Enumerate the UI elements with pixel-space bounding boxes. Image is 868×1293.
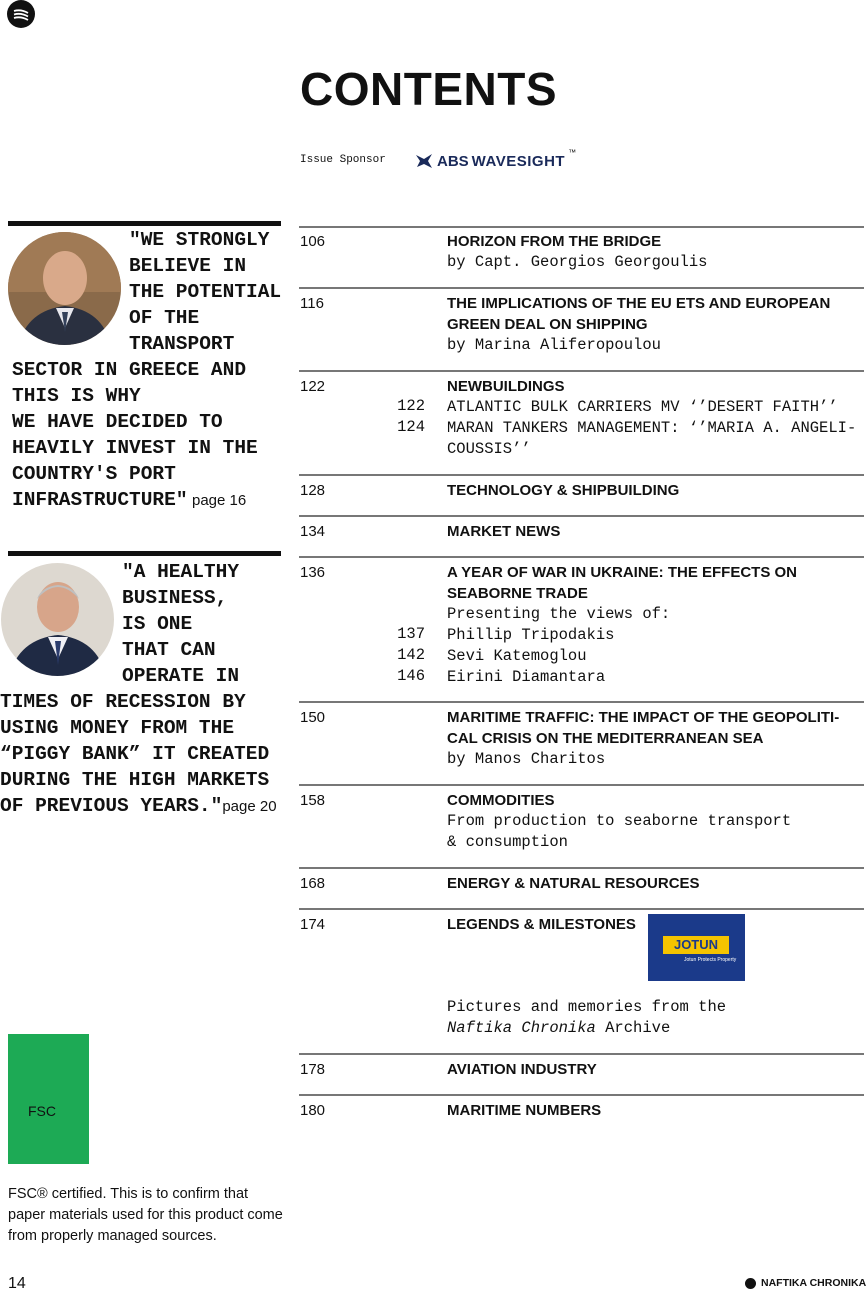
fsc-logo-box bbox=[8, 1034, 89, 1164]
toc-entry-title[interactable]: LEGENDS & MILESTONES bbox=[447, 916, 636, 933]
toc-page-number: 116 bbox=[300, 295, 324, 312]
toc-divider bbox=[299, 867, 864, 869]
sponsor-logo bbox=[414, 148, 576, 174]
toc-entry-author: by Capt. Georgios Georgoulis bbox=[447, 253, 708, 271]
toc-page-number: 106 bbox=[300, 233, 326, 250]
toc-entry-title[interactable]: TECHNOLOGY & SHIPBUILDING bbox=[447, 482, 680, 499]
toc-entry-title-line-2[interactable]: CAL CRISIS ON THE MEDITERRANEAN SEA bbox=[447, 730, 764, 747]
quote-1-body: SECTOR IN GREECE AND THIS IS WHY WE HAVE DECIDED TO HEAVILY INVEST IN THE COUNTRY'S PORT bbox=[12, 359, 258, 485]
wave-lines-icon bbox=[7, 0, 35, 28]
footer-brand bbox=[745, 1277, 866, 1289]
toc-entry-title-line-2[interactable]: SEABORNE TRADE bbox=[447, 585, 588, 602]
toc-entry-title-line-1[interactable]: A YEAR OF WAR IN UKRAINE: THE EFFECTS ON bbox=[447, 564, 798, 581]
publication-logo-icon bbox=[7, 0, 35, 28]
toc-entry-title-line-2[interactable]: GREEN DEAL ON SHIPPING bbox=[447, 316, 648, 333]
toc-divider bbox=[299, 474, 864, 476]
quote-1-last-line bbox=[12, 487, 246, 513]
toc-entry-subtitle-line-2 bbox=[447, 1018, 670, 1039]
toc-page-number: 178 bbox=[300, 1061, 326, 1078]
quote-2-end: OF PREVIOUS YEARS." bbox=[0, 795, 223, 817]
toc-divider bbox=[299, 370, 864, 372]
toc-entry-title-line-1[interactable]: THE IMPLICATIONS OF THE EU ETS AND EUROPEAN bbox=[447, 295, 831, 312]
toc-subentry[interactable]: Eirini Diamantara bbox=[447, 668, 606, 686]
toc-divider bbox=[299, 701, 864, 703]
quote-1-page-ref: page 16 bbox=[191, 492, 247, 509]
toc-entry-title[interactable]: ENERGY & NATURAL RESOURCES bbox=[447, 875, 700, 892]
quote-2-page-ref: page 20 bbox=[222, 798, 277, 815]
toc-divider bbox=[299, 908, 864, 910]
toc-page-number: 180 bbox=[300, 1102, 326, 1119]
quote-2-last-line bbox=[0, 793, 277, 819]
toc-divider bbox=[299, 784, 864, 786]
toc-divider bbox=[299, 1094, 864, 1096]
toc-entry-subtitle-line-1: Pictures and memories from the bbox=[447, 998, 727, 1016]
toc-divider bbox=[299, 1053, 864, 1055]
toc-entry-title[interactable]: NEWBUILDINGS bbox=[447, 378, 565, 395]
toc-subentry-page: 124 bbox=[397, 418, 425, 436]
quote-1-head: "WE STRONGLY BELIEVE IN THE POTENTIAL OF THE TRANSPORT bbox=[129, 229, 282, 355]
brand-mark-icon bbox=[745, 1278, 756, 1289]
toc-subentry[interactable]: ATLANTIC BULK CARRIERS MV ‘’DESERT FAITH’’ bbox=[447, 398, 838, 416]
footer-brand-name: NAFTIKA CHRONIKA bbox=[761, 1277, 867, 1289]
toc-entry-author: by Marina Aliferopoulou bbox=[447, 336, 661, 354]
abs-eagle-icon bbox=[414, 151, 434, 171]
sponsor-label: Issue Sponsor bbox=[300, 154, 386, 166]
toc-page-number: 150 bbox=[300, 709, 326, 726]
trademark-mark: ™ bbox=[568, 148, 577, 157]
jotun-logo-wordmark: JOTUN bbox=[663, 936, 729, 954]
archive-name-italic: Naftika Chronika bbox=[447, 1019, 596, 1037]
fsc-certification-text: FSC® certified. This is to confirm that paper materials used for this product come from properly managed sources. bbox=[8, 1186, 283, 1244]
toc-divider bbox=[299, 226, 864, 228]
toc-subentry-continued[interactable]: COUSSIS’’ bbox=[447, 440, 531, 458]
quote-1-end: INFRASTRUCTURE" bbox=[12, 489, 188, 511]
quote-divider bbox=[8, 221, 281, 226]
toc-divider bbox=[299, 515, 864, 517]
quote-2-head: "A HEALTHY BUSINESS, IS ONE THAT CAN OPERATE IN bbox=[122, 561, 240, 687]
toc-page-number: 174 bbox=[300, 916, 326, 933]
jotun-logo-tagline: Jotun Protects Property bbox=[684, 957, 737, 963]
toc-divider bbox=[299, 287, 864, 289]
fsc-logo-label: FSC bbox=[28, 1103, 56, 1119]
toc-subentry-page: 146 bbox=[397, 667, 425, 685]
toc-entry-intro: Presenting the views of: bbox=[447, 605, 671, 623]
toc-entry-title[interactable]: MARKET NEWS bbox=[447, 523, 561, 540]
toc-page-number: 168 bbox=[300, 875, 326, 892]
quote-divider bbox=[8, 551, 281, 556]
toc-page-number: 128 bbox=[300, 482, 326, 499]
toc-subentry[interactable]: Sevi Katemoglou bbox=[447, 647, 587, 665]
toc-entry-subtitle-line-1: From production to seaborne transport bbox=[447, 812, 792, 830]
sponsor-logo-text-abs: ABS bbox=[437, 152, 469, 170]
sponsor-logo-text-wavesight: WAVESIGHT bbox=[471, 152, 566, 170]
page-title: CONTENTS bbox=[300, 63, 557, 115]
toc-subentry[interactable]: Phillip Tripodakis bbox=[447, 626, 615, 644]
toc-divider bbox=[299, 556, 864, 558]
portrait-photo-1 bbox=[8, 232, 121, 345]
toc-page-number: 122 bbox=[300, 378, 326, 395]
jotun-sponsor-logo bbox=[648, 914, 745, 981]
page-number: 14 bbox=[8, 1275, 26, 1292]
toc-entry-title[interactable]: MARITIME NUMBERS bbox=[447, 1102, 602, 1119]
archive-word: Archive bbox=[595, 1019, 671, 1037]
toc-page-number: 136 bbox=[300, 564, 326, 581]
toc-subentry-page: 137 bbox=[397, 625, 425, 643]
toc-entry-title-line-1[interactable]: MARITIME TRAFFIC: THE IMPACT OF THE GEOPOLITI- bbox=[447, 709, 840, 726]
toc-page-number: 158 bbox=[300, 792, 326, 809]
toc-page-number: 134 bbox=[300, 523, 326, 540]
toc-entry-title[interactable]: COMMODITIES bbox=[447, 792, 555, 809]
toc-entry-title[interactable]: HORIZON FROM THE BRIDGE bbox=[447, 233, 662, 250]
toc-subentry[interactable]: MARAN TANKERS MANAGEMENT: ‘’MARIA A. ANGELI- bbox=[447, 419, 857, 437]
toc-entry-author: by Manos Charitos bbox=[447, 750, 606, 768]
toc-entry-title[interactable]: AVIATION INDUSTRY bbox=[447, 1061, 597, 1078]
quote-2-body: TIMES OF RECESSION BY USING MONEY FROM THE “PIGGY BANK” IT CREATED DURING THE HIGH MARKETS bbox=[0, 691, 270, 791]
portrait-photo-2 bbox=[1, 563, 114, 676]
toc-subentry-page: 122 bbox=[397, 397, 425, 415]
toc-subentry-page: 142 bbox=[397, 646, 425, 664]
toc-entry-subtitle-line-2: & consumption bbox=[447, 833, 568, 851]
